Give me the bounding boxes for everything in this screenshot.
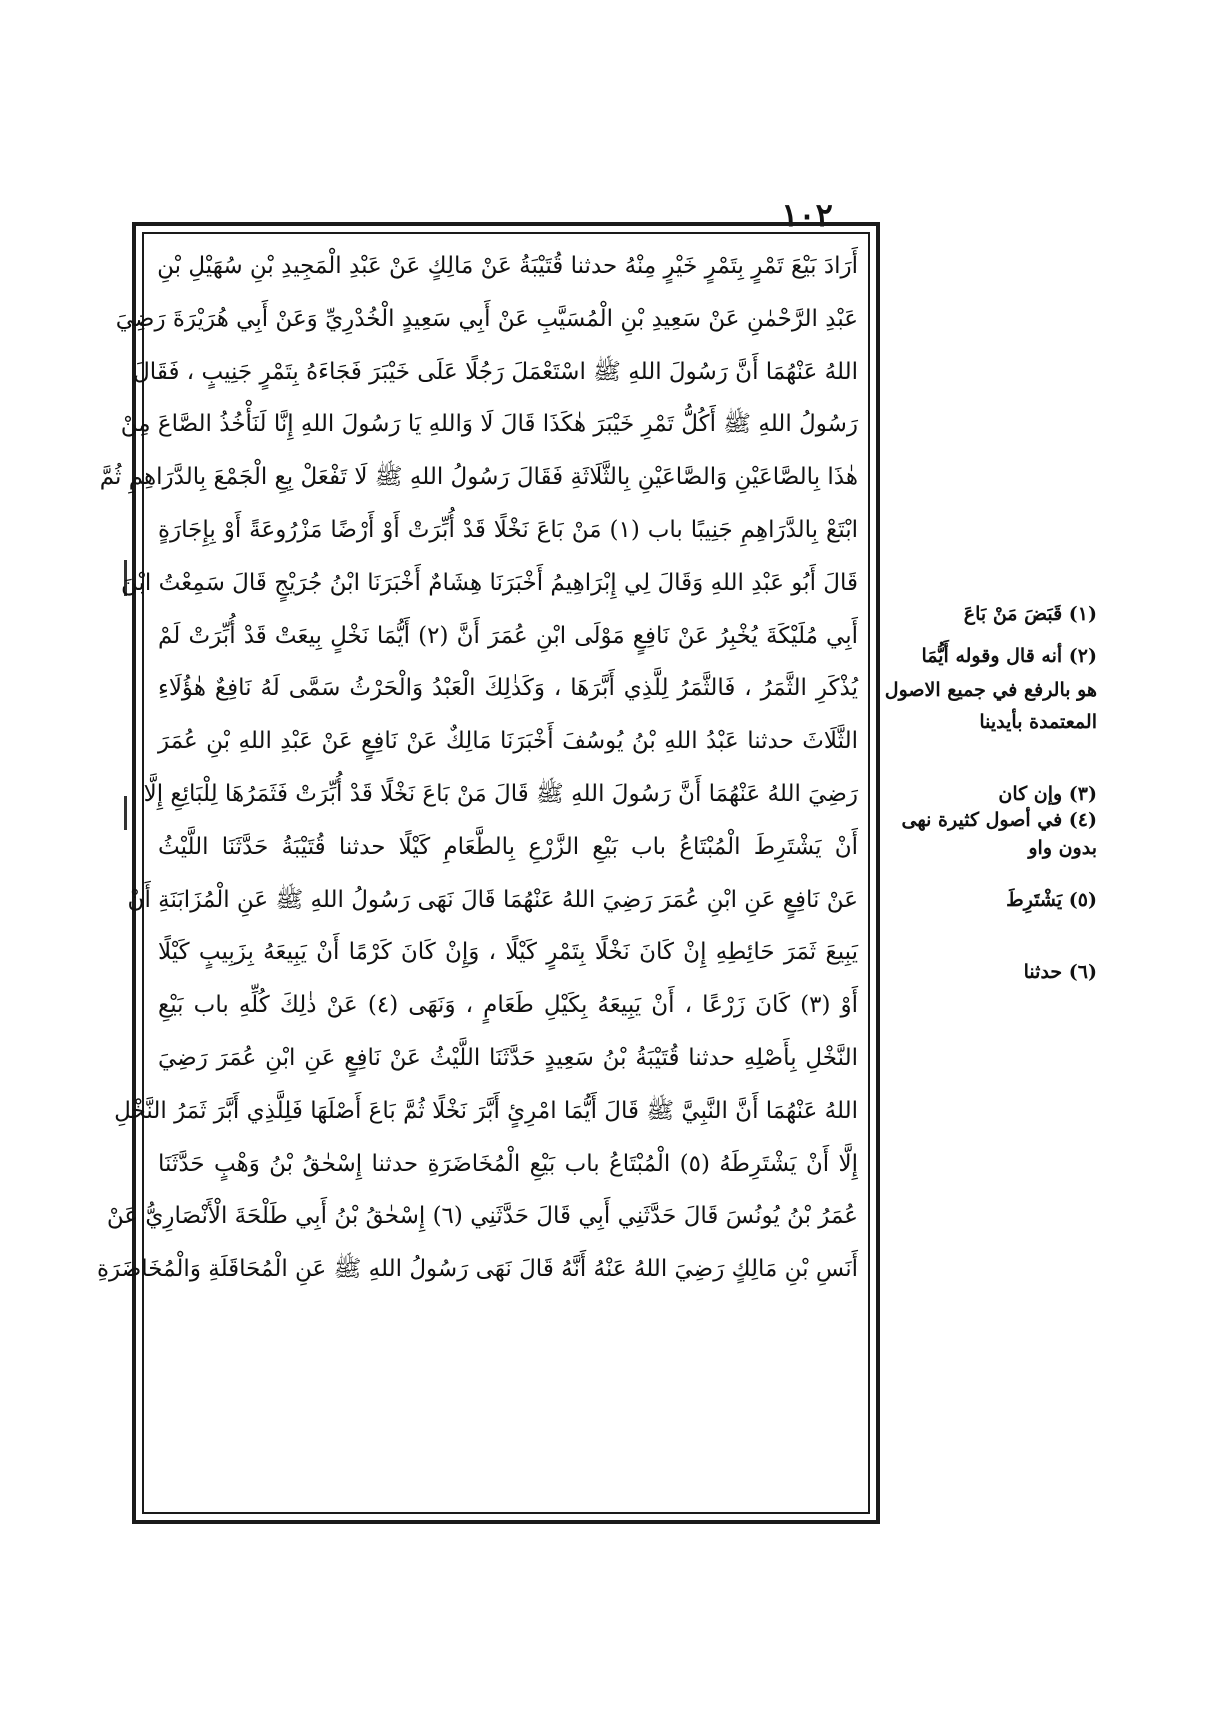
text-line: عُمَرُ بْنُ يُونُسَ قَالَ حَدَّثَنِي أَبِي قَالَ حَدَّثَنِي (٦) إِسْحٰقُ بْنُ أَبِي طَلْحَةَ الْأَنْصَارِيُّ عَنْ xyxy=(106,1203,858,1230)
margin-note: بدون واو xyxy=(1028,837,1097,859)
text-line: أَنْ يَشْتَرِطَ الْمُبْتَاعُ باب بَيْعِ الزَّرْعِ بِالطَّعَامِ كَيْلًا حدثنا قُتَيْبَةُ حَدَّثَنَا اللَّيْثُ xyxy=(158,833,858,860)
text-line: ابْتَعْ بِالدَّرَاهِمِ جَنِيبًا باب (١) مَنْ بَاعَ نَخْلًا قَدْ أُبِّرَتْ أَوْ أَرْضًا مَزْرُوعَةً أَوْ بِإِجَارَةٍ xyxy=(158,516,858,543)
text-line: أَنَسِ بْنِ مَالِكٍ رَضِيَ اللهُ عَنْهُ أَنَّهُ قَالَ نَهَى رَسُولُ اللهِ ﷺ عَنِ الْمُحَاقَلَةِ وَالْمُخَاضَرَةِ xyxy=(97,1256,858,1283)
margin-note: (٦) حدثنا xyxy=(1023,961,1097,983)
text-line: النَّخْلِ بِأَصْلِهِ حدثنا قُتَيْبَةُ بْنُ سَعِيدٍ حَدَّثَنَا اللَّيْثُ عَنْ نَافِعٍ عَنِ ابْنِ عُمَرَ رَضِيَ xyxy=(158,1044,858,1071)
margin-note: المعتمدة بأيدينا xyxy=(979,711,1097,733)
margin-note: (١) قَبَضَ مَنْ بَاعَ xyxy=(963,603,1097,625)
text-line: أَبِي مُلَيْكَةَ يُخْبِرُ عَنْ نَافِعٍ مَوْلَى ابْنِ عُمَرَ أَنَّ (٢) أَيُّمَا نَخْلٍ بِيعَتْ قَدْ أُبِّرَتْ لَمْ xyxy=(158,622,858,649)
margin-note: هو بالرفع في جميع الاصول xyxy=(884,679,1097,701)
text-line: يُذْكَرِ الثَّمَرُ ، فَالثَّمَرُ لِلَّذِي أَبَّرَهَا ، وَكَذٰلِكَ الْعَبْدُ وَالْحَرْثُ سَمَّى لَهُ نَافِعٌ هٰؤُلَاءِ xyxy=(158,675,858,702)
text-line: رَضِيَ اللهُ عَنْهُمَا أَنَّ رَسُولَ اللهِ ﷺ قَالَ مَنْ بَاعَ نَخْلًا قَدْ أُبِّرَتْ فَثَمَرُهَا لِلْبَائِعِ إِلَّا xyxy=(143,780,858,807)
main-text-block xyxy=(97,240,859,1508)
text-line: إِلَّا أَنْ يَشْتَرِطَهُ (٥) الْمُبْتَاعُ باب بَيْعِ الْمُخَاضَرَةِ حدثنا إِسْحٰقُ بْنُ وَهْبٍ حَدَّثَنَا xyxy=(158,1150,858,1177)
margin-rule-mark xyxy=(124,796,127,830)
text-line: قَالَ أَبُو عَبْدِ اللهِ وَقَالَ لِي إِبْرَاهِيمُ أَخْبَرَنَا هِشَامٌ أَخْبَرَنَا ابْنُ جُرَيْجٍ قَالَ سَمِعْتُ ابْنَ xyxy=(121,569,858,596)
text-line: رَسُولُ اللهِ ﷺ أَكُلُّ تَمْرِ خَيْبَرَ هٰكَذَا قَالَ لَا وَاللهِ يَا رَسُولَ اللهِ إِنَّا لَنَأْخُذُ الصَّاعَ مِنْ xyxy=(120,411,858,438)
text-line: هٰذَا بِالصَّاعَيْنِ وَالصَّاعَيْنِ بِالثَّلَاثَةِ فَقَالَ رَسُولُ اللهِ ﷺ لَا تَفْعَلْ بِعِ الْجَمْعَ بِالدَّرَاهِمِ ثُمَّ xyxy=(99,464,858,491)
text-line: اللهُ عَنْهُمَا أَنَّ النَّبِيَّ ﷺ قَالَ أَيُّمَا امْرِئٍ أَبَّرَ نَخْلًا ثُمَّ بَاعَ أَصْلَهَا فَلِلَّذِي أَبَّرَ ثَمَرُ النَّخْلِ xyxy=(114,1097,858,1124)
text-line: أَرَادَ بَيْعَ تَمْرٍ بِتَمْرٍ خَيْرٍ مِنْهُ حدثنا قُتَيْبَةُ عَنْ مَالِكٍ عَنْ عَبْدِ الْمَجِيدِ بْنِ سُهَيْلِ بْنِ xyxy=(157,253,858,279)
margin-note: (٢) أنه قال وقوله أَيُّمَا xyxy=(921,645,1097,667)
margin-notes xyxy=(884,603,1097,1110)
margin-note: (٣) وإن كان xyxy=(998,783,1097,805)
margin-note: (٥) يَشْتَرِطَ xyxy=(1006,889,1097,911)
text-line: الثَّلَاثَ حدثنا عَبْدُ اللهِ بْنُ يُوسُفَ أَخْبَرَنَا مَالِكٌ عَنْ نَافِعٍ عَنْ عَبْدِ اللهِ بْنِ عُمَرَ xyxy=(158,728,858,755)
text-line: أَوْ (٣) كَانَ زَرْعًا ، أَنْ يَبِيعَهُ بِكَيْلِ طَعَامٍ ، وَنَهَى (٤) عَنْ ذٰلِكَ كُلِّهِ باب بَيْعِ xyxy=(158,992,859,1019)
margin-note: (٤) في أصول كثيرة نهى xyxy=(901,809,1097,831)
text-line: اللهُ عَنْهُمَا أَنَّ رَسُولَ اللهِ ﷺ اسْتَعْمَلَ رَجُلًا عَلَى خَيْبَرَ فَجَاءَهُ بِتَمْرٍ جَنِيبٍ ، فَقَالَ xyxy=(133,358,858,385)
text-line: يَبِيعَ ثَمَرَ حَائِطِهِ إِنْ كَانَ نَخْلًا بِتَمْرٍ كَيْلًا ، وَإِنْ كَانَ كَرْمًا أَنْ يَبِيعَهُ بِزَبِيبٍ كَيْلًا xyxy=(158,939,858,966)
page-number: ١٠٢ xyxy=(781,196,833,234)
text-line: عَنْ نَافِعٍ عَنِ ابْنِ عُمَرَ رَضِيَ اللهُ عَنْهُمَا قَالَ نَهَى رَسُولُ اللهِ ﷺ عَنِ الْمُزَابَنَةِ أَنْ xyxy=(127,886,858,913)
text-line: عَبْدِ الرَّحْمٰنِ عَنْ سَعِيدِ بْنِ الْمُسَيَّبِ عَنْ أَبِي سَعِيدٍ الْخُدْرِيِّ وَعَنْ أَبِي هُرَيْرَةَ رَضِيَ xyxy=(115,305,858,332)
